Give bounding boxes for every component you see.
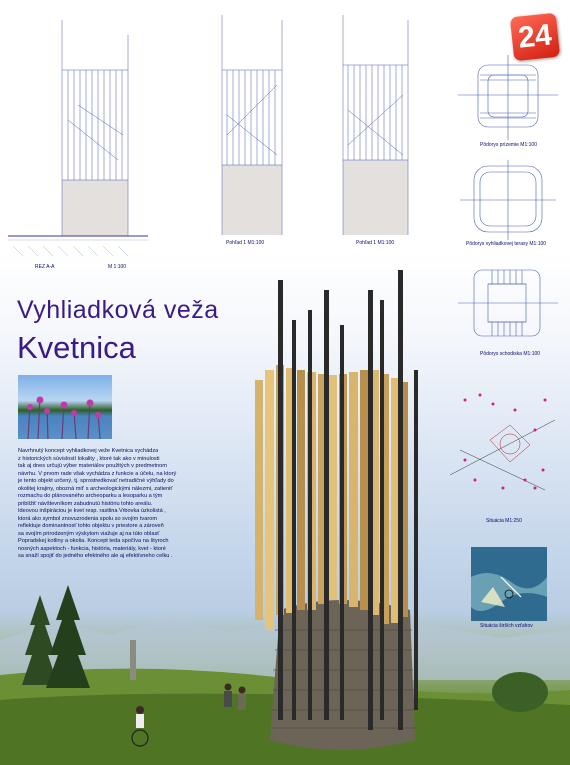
- description-line: je tento objekt určený, tj. sprostredkovať netradičné výhľady do: [18, 478, 174, 484]
- description-line: reflektuje dominantnosť tohto objektu v priestore a zároveň: [18, 523, 164, 529]
- description-line: Navrhnutý koncept vyhliadkovej veže Kvetnica vychádza: [18, 448, 159, 454]
- description-line: návrhu. V prvom rade však vychádza z funkcie a účelu, na ktorý: [18, 470, 177, 477]
- title-line-1: Vyhliadková veža: [17, 296, 219, 324]
- description-line: okolitej krajiny, obozná mit' s archeologickými nálezmi, zatieniť: [18, 485, 173, 492]
- description-line: ktorá ako symbol znovuzrodenia spolu so svojím tvarom: [18, 515, 157, 522]
- site-label: Situácia M1:250: [486, 518, 522, 524]
- elevation-drawing-1: [192, 15, 292, 245]
- site-plan: [445, 380, 563, 510]
- description-line: sa svojím prirodzeným výskytom viažuje aj na túto oblasť: [18, 530, 160, 537]
- plan2-label: Pôdorys vyhliadkovej terasy M1:100: [466, 241, 547, 247]
- view2-label: Pohľad 1 M1:100: [356, 240, 395, 246]
- description-line: z historických súvislostí lokality , ktoré tak ako v minulosti: [18, 455, 160, 462]
- view1-label: Pohľad 1 M1:100: [226, 240, 265, 246]
- title-line-2: Kvetnica: [17, 330, 136, 365]
- description-text: [18, 448, 233, 561]
- description-line: tak aj dnes určujú výber materiálov použitých v predmetnom: [18, 463, 167, 469]
- description-line: Ideovou inšpiráciou je kvet resp. rastlina Vrbovka úzkolistá ,: [18, 508, 166, 514]
- fireweed-flower-photo: [18, 375, 112, 439]
- map-label: Situácia širších vzťahov: [480, 623, 533, 629]
- description-line: sa snaží spojiť do jedného efektného ale aj efektívneho celku .: [18, 553, 173, 559]
- description-line: nosných aspektoch - funkcia, história, materiály, kvet - ktoré: [18, 545, 166, 552]
- ground-plan: [458, 55, 558, 140]
- description-line: Popradskej kotliny a okolia. Koncept teda spočíva na štyroch: [18, 538, 169, 544]
- plan3-label: Pôdorys schodiska M1:100: [480, 351, 541, 357]
- staircase-plan: [458, 262, 558, 344]
- section-scale: M 1:100: [108, 264, 127, 270]
- elevation-drawing-2: [318, 15, 418, 245]
- description-line: rozmachu do plánovaného archeoparku a lesoparku a tým: [18, 493, 163, 499]
- section-label: REZ A-A: [35, 264, 55, 270]
- section-drawing: [8, 10, 148, 265]
- description-line: priblížiť návštevníkom zabudnutú históriu tohto areálu.: [18, 500, 153, 507]
- portal-24-logo: 24: [510, 13, 560, 62]
- tower-render: [240, 270, 440, 750]
- location-map: [471, 547, 547, 621]
- plan1-label: Pôdorys prízemie M1:100: [480, 142, 537, 148]
- terrace-plan: [460, 160, 556, 240]
